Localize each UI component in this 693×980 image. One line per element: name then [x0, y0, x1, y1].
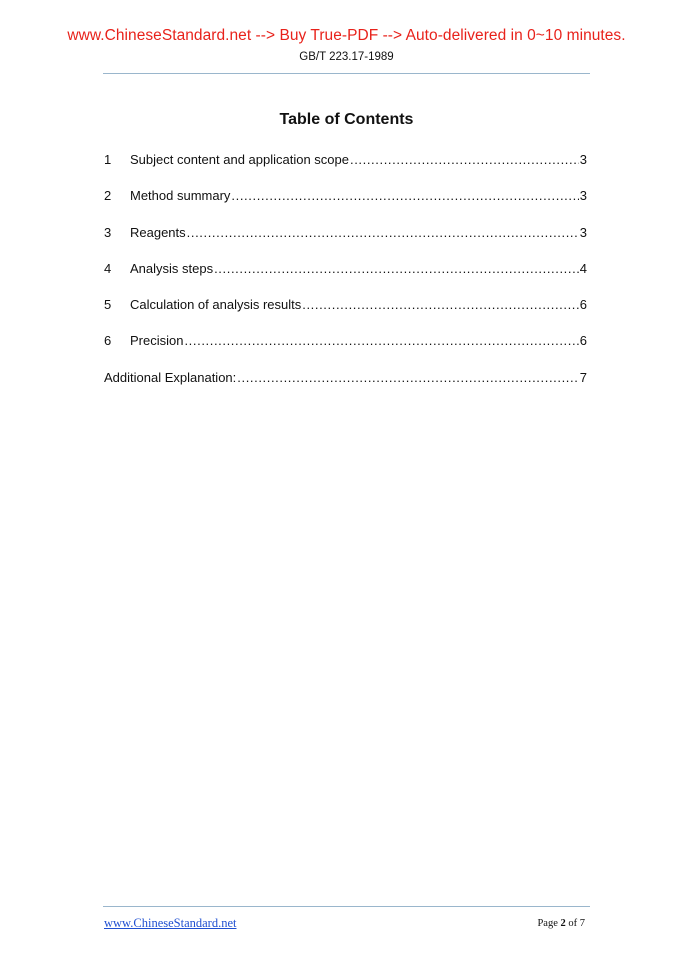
- toc-leader-dots: [214, 259, 579, 279]
- toc-leader-dots: [302, 295, 579, 315]
- toc-entry-label: Subject content and application scope: [130, 152, 349, 167]
- toc-entry-reagents[interactable]: [104, 223, 587, 259]
- toc-entry-number: 6: [104, 333, 112, 349]
- page-number: [537, 918, 585, 929]
- toc-entry-number: 5: [104, 297, 112, 313]
- toc-leader-dots: [187, 223, 579, 243]
- toc-entry-label: Calculation of analysis results: [130, 297, 302, 313]
- toc-entry-page: 3: [579, 224, 587, 240]
- toc-entry-number: 1: [104, 152, 112, 167]
- header-divider: [103, 73, 590, 74]
- toc-entry-page: 3: [579, 188, 587, 204]
- footer-website-link[interactable]: www.ChineseStandard.net: [104, 916, 237, 930]
- promo-banner[interactable]: www.ChineseStandard.net --> Buy True-PDF --> Auto-delivered in 0~10 minutes.: [67, 27, 626, 44]
- toc-entry-number: 3: [104, 224, 112, 240]
- toc-entry-label: Additional Explanation:: [104, 369, 237, 385]
- toc-entry-method-summary[interactable]: [104, 186, 587, 222]
- toc-entry-page: 6: [579, 297, 587, 313]
- toc-leader-dots: [184, 331, 578, 351]
- current-page: 2: [560, 918, 566, 929]
- toc-title: Table of Contents: [279, 111, 414, 128]
- footer-divider: [103, 906, 590, 907]
- total-pages: 7: [579, 918, 585, 929]
- toc-list: [104, 150, 587, 404]
- page-prefix: Page: [537, 918, 558, 929]
- toc-entry-page: 7: [579, 369, 587, 385]
- toc-entry-page: 6: [579, 333, 587, 349]
- toc-entry-label: Reagents: [130, 224, 186, 240]
- toc-entry-label: Analysis steps: [130, 260, 214, 276]
- toc-entry-calculation[interactable]: [104, 295, 587, 331]
- toc-entry-precision[interactable]: [104, 331, 587, 367]
- toc-entry-number: 4: [104, 260, 112, 276]
- toc-entry-page: 3: [579, 152, 587, 167]
- toc-leader-dots: [231, 186, 578, 206]
- toc-entry-additional-explanation[interactable]: [104, 368, 587, 404]
- toc-leader-dots: [237, 368, 579, 388]
- toc-entry-subject-content[interactable]: [104, 150, 587, 186]
- page-of: of: [568, 918, 578, 929]
- toc-entry-number: 2: [104, 188, 112, 204]
- toc-leader-dots: [350, 150, 579, 170]
- toc-entry-analysis-steps[interactable]: [104, 259, 587, 295]
- toc-entry-page: 4: [579, 260, 587, 276]
- toc-entry-label: Method summary: [130, 188, 231, 204]
- toc-entry-label: Precision: [130, 333, 184, 349]
- standard-code: GB/T 223.17-1989: [299, 51, 394, 63]
